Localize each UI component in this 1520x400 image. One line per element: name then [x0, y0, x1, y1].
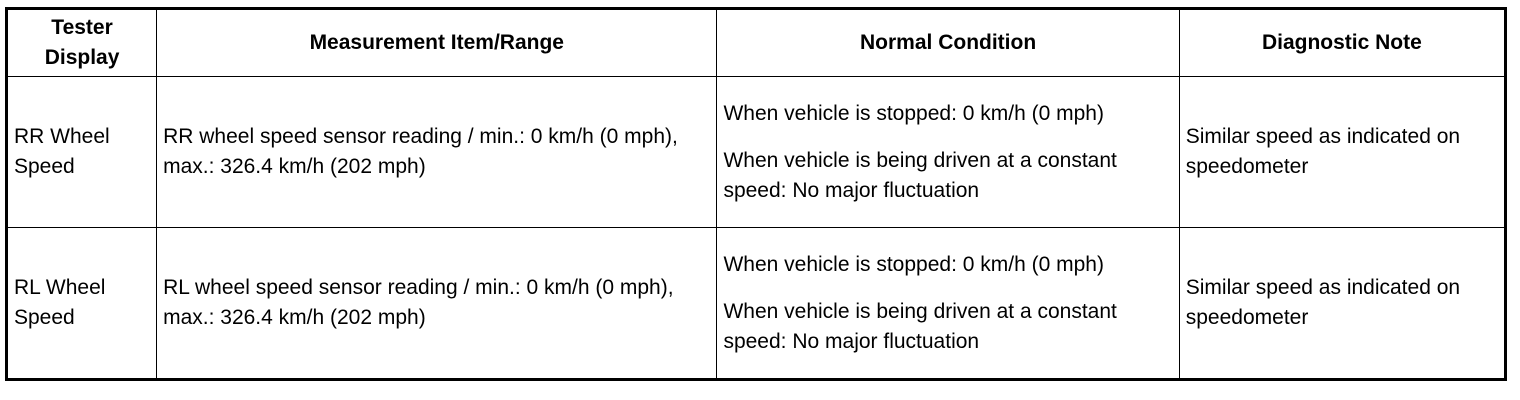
- data-list-table-container: [5, 7, 1507, 381]
- diagnostic-note-cell: Similar speed as indicated on speedometer: [1179, 77, 1505, 228]
- normal-condition-stopped: When vehicle is stopped: 0 km/h (0 mph): [723, 101, 1104, 125]
- normal-condition-cell: [717, 228, 1179, 380]
- diagnostic-note-cell: Similar speed as indicated on speedometer: [1179, 228, 1505, 380]
- table-row: [7, 77, 1506, 228]
- tester-display-cell: RR Wheel Speed: [7, 77, 157, 228]
- header-normal-condition: Normal Condition: [717, 9, 1179, 77]
- header-measurement-item-range: Measurement Item/Range: [157, 9, 717, 77]
- normal-condition-driving: When vehicle is being driven at a constant speed: No major fluctuation: [723, 148, 1117, 202]
- table-row: [7, 228, 1506, 380]
- normal-condition-stopped: When vehicle is stopped: 0 km/h (0 mph): [723, 252, 1104, 276]
- header-diagnostic-note: Diagnostic Note: [1179, 9, 1505, 77]
- header-tester-display: Tester Display: [7, 9, 157, 77]
- tester-display-cell: RL Wheel Speed: [7, 228, 157, 380]
- measurement-cell: RR wheel speed sensor reading / min.: 0 km/h (0 mph), max.: 326.4 km/h (202 mph): [157, 77, 717, 228]
- normal-condition-cell: [717, 77, 1179, 228]
- normal-condition-driving: When vehicle is being driven at a constant speed: No major fluctuation: [723, 299, 1117, 353]
- measurement-cell: RL wheel speed sensor reading / min.: 0 km/h (0 mph), max.: 326.4 km/h (202 mph): [157, 228, 717, 380]
- table-header-row: [7, 9, 1506, 77]
- data-list-table: [5, 7, 1507, 381]
